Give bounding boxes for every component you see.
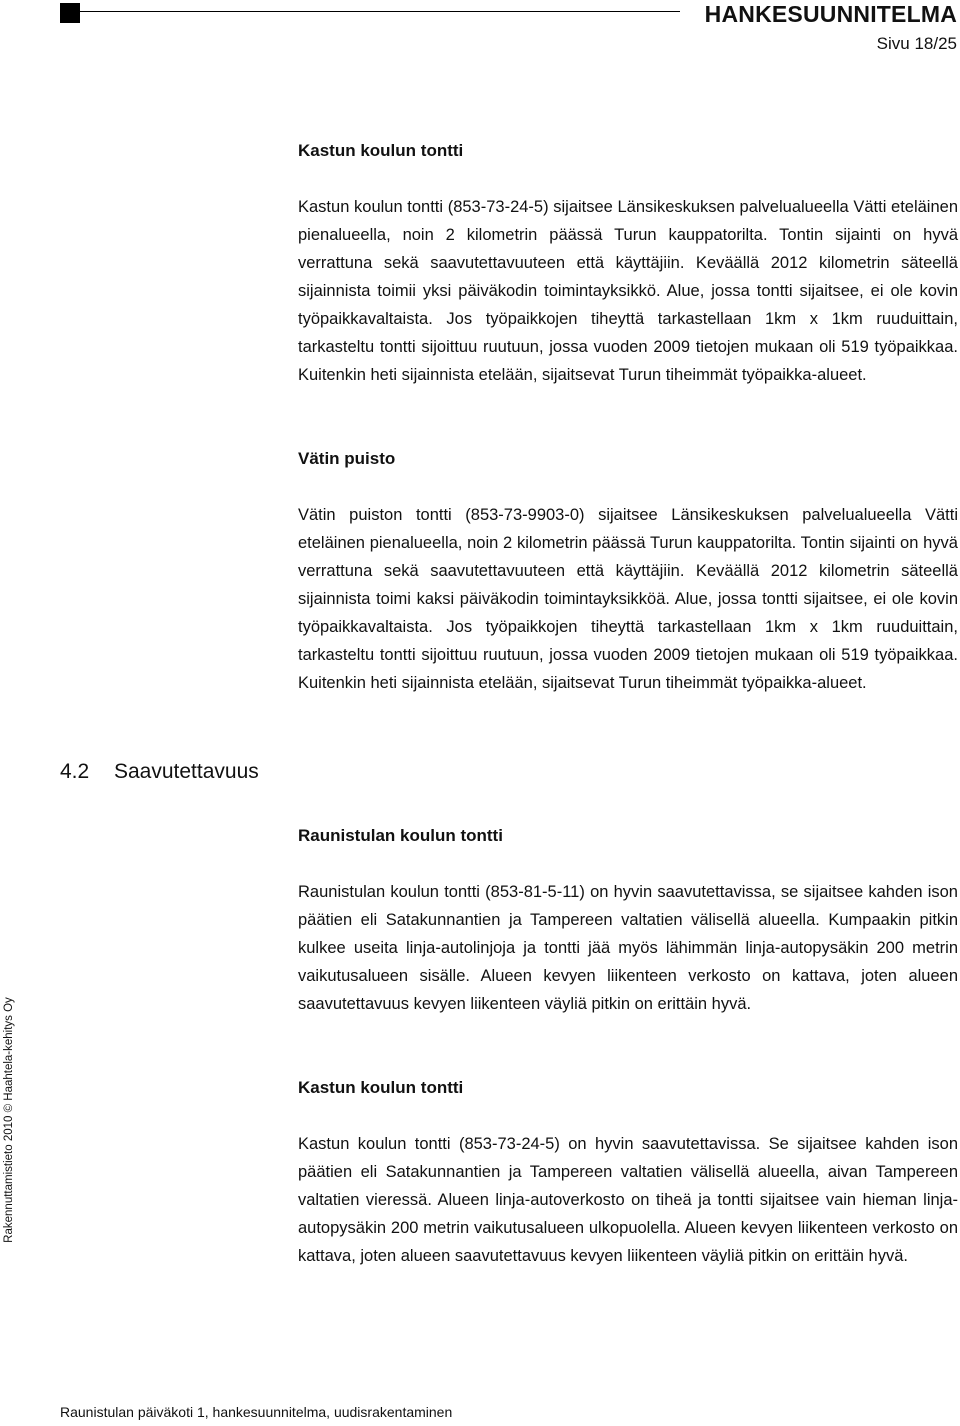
copyright-notice: Rakennuttamistieto 2010 © Haahtela-kehitys Oy — [3, 997, 15, 1243]
block-paragraph: Kastun koulun tontti (853-73-24-5) sijaitsee Länsikeskuksen palvelualueella Vätti eteläinen pienalueella, noin 2 kilometrin päässä Turun kauppatorilta. Tontin sijainti on hyvä verrattuna sekä saavutettavuuteen että käyttäjiin. Keväällä 2012 kilometrin säteellä sijainnista toimii yksi päiväkodin toimintayksikkö. Alue, jossa tontti sijaitsee, ei ole kovin työpaikkavaltaista. Jos työpaikkojen tiheyttä tarkastellaan 1km x 1km ruuduittain, tarkasteltu tontti sijoittuu ruutuun, jossa vuoden 2009 tietojen mukaan oli 519 työpaikkaa. Kuitenkin heti sijainnista etelään, sijaitsevat Turun tiheimmät työpaikka-alueet. — [298, 198, 958, 384]
header-marker-square — [60, 3, 80, 23]
block-heading: Vätin puisto — [298, 449, 396, 468]
block-paragraph: Vätin puiston tontti (853-73-9903-0) sijaitsee Länsikeskuksen palvelualueella Vätti eteläinen pienalueella, noin 2 kilometrin päässä Turun kauppatorilta. Tontin sijainti on hyvä verrattuna sekä saavutettavuuteen että käyttäjiin. Keväällä 2012 kilometrin säteellä sijainnista toimi kaksi päiväkodin toimintayksikköä. Alue, jossa tontti sijaitsee, ei ole kovin työpaikkavaltaista. Jos työpaikkojen tiheyttä tarkastellaan 1km x 1km ruuduittain, tarkasteltu tontti sijoittuu ruutuun, jossa vuoden 2009 tietojen mukaan oli 519 työpaikkaa. Kuitenkin heti sijainnista etelään, sijaitsevat Turun tiheimmät työpaikka-alueet. — [298, 506, 958, 692]
block-heading: Kastun koulun tontti — [298, 1078, 464, 1097]
block-paragraph: Raunistulan koulun tontti (853-81-5-11) on hyvin saavutettavissa, se sijaitsee kahden ison päätien eli Satakunnantien ja Tampereen valtatien välisellä alueella. Kumpaakin pitkin kulkee useita linja-autolinjoja ja tontti jää myös lähimmän linja-autopysäkin 200 metrin vaikutusalueen sisälle. Alueen kevyen liikenteen verkosto on kattava, joten alueen saavutettavuus kevyen liikenteen väyliä pitkin on erittäin hyvä. — [298, 883, 958, 1013]
block-kastu-access — [298, 1074, 958, 1270]
page-footer: Raunistulan päiväkoti 1, hankesuunnitelma, uudisrakentaminen — [60, 1404, 453, 1420]
document-title: HANKESUUNNITELMA — [704, 1, 957, 27]
block-kastu-location — [298, 137, 958, 389]
section-heading — [60, 758, 259, 786]
block-paragraph: Kastun koulun tontti (853-73-24-5) on hyvin saavutettavissa. Se sijaitsee kahden ison päätien eli Satakunnantien ja Tampereen valtatien välisellä alueella, aivan Tampereen valtatien vieressä. Alueen linja-autoverkosto on tiheä ja tontti sijaitsee vain hieman linja-autopysäkin 200 metrin vaikutusalueen ulkopuolella. Alueen kevyen liikenteen verkosto on kattava, joten alueen saavutettavuus kevyen liikenteen väyliä pitkin on erittäin hyvä. — [298, 1135, 958, 1265]
section-number: 4.2 — [60, 760, 90, 783]
block-heading: Raunistulan koulun tontti — [298, 826, 503, 845]
section-title: Saavutettavuus — [114, 760, 259, 783]
block-vatti-location — [298, 445, 958, 697]
block-heading: Kastun koulun tontti — [298, 141, 464, 160]
header-rule — [80, 11, 680, 12]
page-number: Sivu 18/25 — [876, 34, 957, 53]
sidebar — [0, 0, 18, 1426]
block-raunistula-access — [298, 822, 958, 1018]
